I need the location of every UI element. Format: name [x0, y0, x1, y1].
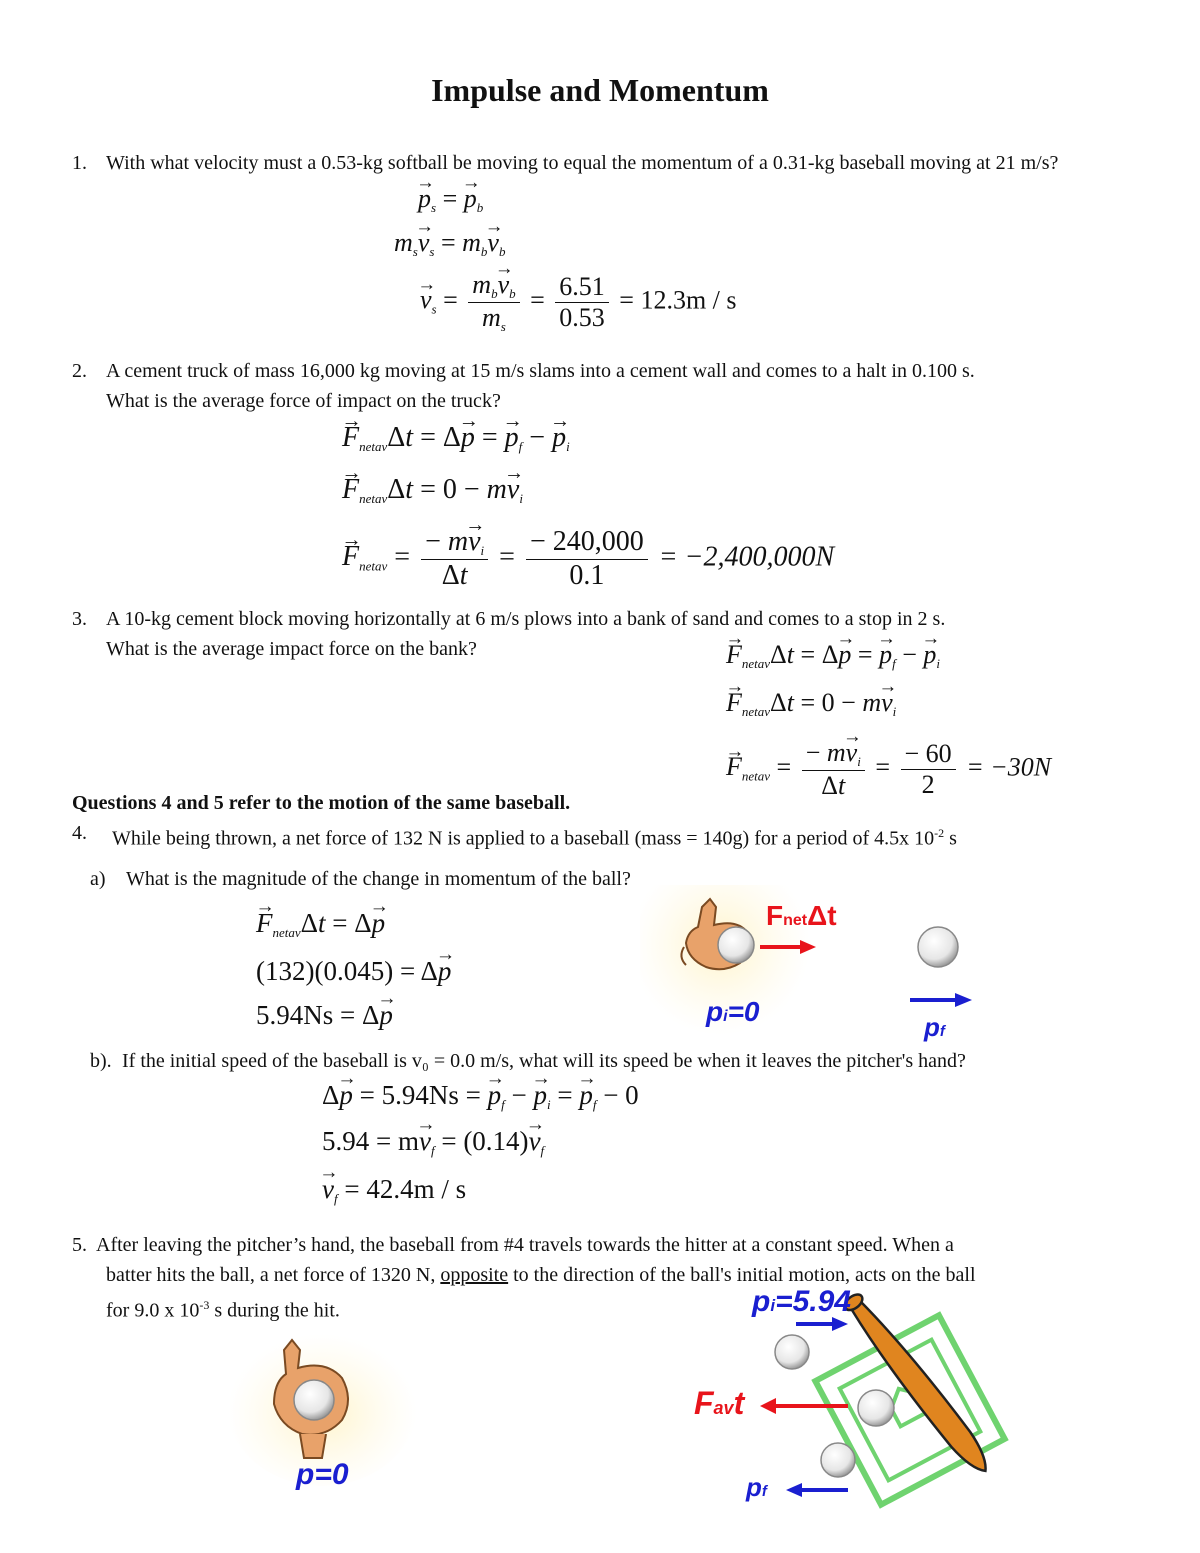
q5-number: 5.: [72, 1234, 87, 1256]
favt-t: t: [733, 1385, 745, 1421]
baseball-released-icon: [918, 927, 958, 967]
q3-eq3-result: = −30N: [966, 752, 1052, 782]
q45-heading: Questions 4 and 5 refer to the motion of the same baseball.: [72, 792, 571, 814]
q2-eq3-numerator: − 240,000: [526, 526, 648, 559]
q4b-eq2-mid: = (0.14): [441, 1126, 529, 1156]
q1-eq2: $m_s\to v_s = m_b\to v_b$: [394, 228, 505, 260]
q2-text-line2: What is the average force of impact on the truck?: [106, 390, 501, 412]
q2-eq1: → $F_{netav}\Delta t = \Delta\to p$ = → $p_f$ − → $p_i$: [342, 422, 570, 455]
q1-eq3-result: = 12.3m / s: [619, 285, 737, 315]
q4b-eq3-right: = 42.4m / s: [344, 1174, 467, 1204]
q4b-eq3: → $v_f = 42.4m / s$: [322, 1174, 466, 1207]
q3-eq3: → $F_{netav}$ = $\frac{- m\to v_i}{\Delta t}$ = $\frac{- 60}{2}$ = −30N: [726, 738, 1051, 801]
q5-text-line2b: to the direction of the ball's initial motion, acts on the ball: [508, 1264, 976, 1286]
q3-eq1: → $F_{netav}\Delta t = \Delta\to p$ = → $p_f$ − → $p_i$: [726, 640, 940, 672]
favt-letter: F: [694, 1385, 714, 1421]
q5-text-exponent: -3: [199, 1298, 210, 1312]
q5-text-line1: After leaving the pitcher’s hand, the baseball from #4 travels towards the hitter at a constant speed. When a: [96, 1234, 954, 1256]
q3-text-line2: What is the average impact force on the bank?: [106, 638, 477, 660]
pf-subscript: f: [939, 1023, 945, 1040]
pi-arrow-head: [832, 1317, 848, 1331]
fnet-dt-label: [766, 900, 837, 932]
p0-label: p=0: [296, 1458, 349, 1491]
q1-text: With what velocity must a 0.53-kg softball be moving to equal the momentum of a 0.31-kg baseball moving at 21 m/s?: [106, 152, 1059, 174]
q1-eq3-numerator: 6.51: [555, 272, 609, 303]
pi594-subscript: i: [770, 1296, 776, 1315]
contact-baseball-icon: [858, 1390, 894, 1426]
pi594-label: [752, 1285, 851, 1319]
pi0-label: [706, 996, 760, 1028]
q4b-label: b).: [90, 1050, 112, 1072]
q4a-eq3: 5.94Ns = Δ→ p: [256, 1000, 393, 1031]
outgoing-baseball-icon: [821, 1443, 855, 1477]
baseball-in-hand-icon: [718, 927, 754, 963]
q5-text-line3: [106, 1290, 340, 1326]
q3-eq3-numerator: − 60: [901, 739, 956, 770]
q2-text-line1: A cement truck of mass 16,000 kg moving at 15 m/s slams into a cement wall and comes to a halt in 0.100 s.: [106, 360, 975, 382]
q3-eq3-denominator: 2: [921, 769, 935, 799]
q2-eq3: → $F_{netav}$ = $\frac{- m\to v_i}{\Delta t}$ = $\frac{- 240,000}{0.1}$ = −2,400,000N: [342, 526, 834, 592]
q5-text-line3b: s during the hit.: [209, 1299, 340, 1322]
q5-text-opposite: opposite: [440, 1264, 509, 1286]
favt-arrow-head: [760, 1398, 776, 1414]
pf2-label: [746, 1472, 767, 1503]
q3-text-line1: A 10-kg cement block moving horizontally at 6 m/s plows into a bank of sand and comes to a stop in 2 s.: [106, 608, 946, 630]
q4a-eq2-text: (132)(0.045) = Δ: [256, 956, 438, 986]
q4b-eq2-left: 5.94 = m: [322, 1126, 419, 1156]
q4a-eq2: (132)(0.045) = Δ→ p: [256, 956, 451, 987]
q4b-eq1-mid: = 5.94Ns =: [359, 1080, 481, 1110]
q2-eq3-denominator: 0.1: [569, 559, 605, 591]
baseball-in-hand-icon-2: [294, 1380, 334, 1420]
q4a-label: a): [90, 868, 106, 890]
incoming-baseball-icon: [775, 1335, 809, 1369]
pi594-letter: p: [752, 1285, 771, 1318]
q4a-text: What is the magnitude of the change in momentum of the ball?: [126, 868, 631, 890]
q4-text-exponent: -2: [934, 826, 945, 840]
fnet-letter: F: [766, 900, 784, 931]
q4-text-end: s: [944, 827, 957, 850]
q5-text-line2a: batter hits the ball, a net force of 1320 N,: [106, 1264, 441, 1286]
q1-eq3: → $v_s$ = $\frac{m_b\to v_b}{m_s}$ = $\frac{6.51}{0.53}$ = 12.3m / s: [420, 270, 737, 335]
q4-text: [112, 818, 957, 854]
pf2-subscript: f: [761, 1483, 767, 1500]
pi0-value: =0: [727, 996, 760, 1027]
q1-eq3-denominator: 0.53: [559, 302, 605, 332]
pf2-letter: p: [746, 1472, 762, 1502]
fnet-dt: Δt: [807, 900, 837, 931]
q3-number: 3.: [72, 608, 87, 630]
q3-eq2: → $F_{netav}\Delta t = 0 - m\to v_i$: [726, 688, 896, 720]
page-title: Impulse and Momentum: [431, 72, 769, 108]
q4-text-main: While being thrown, a net force of 132 N is applied to a baseball (mass = 140g) for a period of 4.5x 10: [112, 827, 935, 850]
pf-label: [924, 1012, 945, 1043]
fnet-subscript: net: [783, 912, 808, 929]
q1-number: 1.: [72, 152, 87, 174]
q2-eq2: → $F_{netav}\Delta t = 0 - m\to v_i$: [342, 474, 523, 507]
q1-eq1: → $p_s$ = → $p_b$: [418, 184, 483, 216]
q5-text-line3a: for 9.0 x 10: [106, 1299, 200, 1322]
pi0-letter: p: [706, 996, 724, 1027]
pi0-subscript: i: [723, 1008, 728, 1025]
q4a-eq3-text: 5.94Ns = Δ: [256, 1000, 380, 1030]
q4-number: 4.: [72, 822, 87, 844]
pi594-value: =5.94: [775, 1285, 851, 1318]
pf-arrow-head: [955, 993, 972, 1007]
q4b-eq2: $5.94 = m\to v_f = (0.14)\to v_f$: [322, 1126, 544, 1159]
q4b-text: If the initial speed of the baseball is v₀ = 0.0 m/s, what will its speed be when it leaves the pitcher's hand?: [122, 1050, 966, 1072]
q2-number: 2.: [72, 360, 87, 382]
q4a-eq1: → $F_{netav}\Delta t = \Delta\to p$: [256, 908, 385, 941]
favt-subscript: av: [713, 1398, 734, 1418]
q2-eq3-result: = −2,400,000N: [658, 541, 835, 573]
pf-letter: p: [924, 1012, 940, 1042]
pf-arrow-head-2: [786, 1483, 802, 1497]
q4b-eq1: Δ→ p = 5.94Ns = → $p_f$ − → $p_i$ = → $p_f - 0$: [322, 1080, 639, 1113]
favt-label: [694, 1385, 744, 1422]
